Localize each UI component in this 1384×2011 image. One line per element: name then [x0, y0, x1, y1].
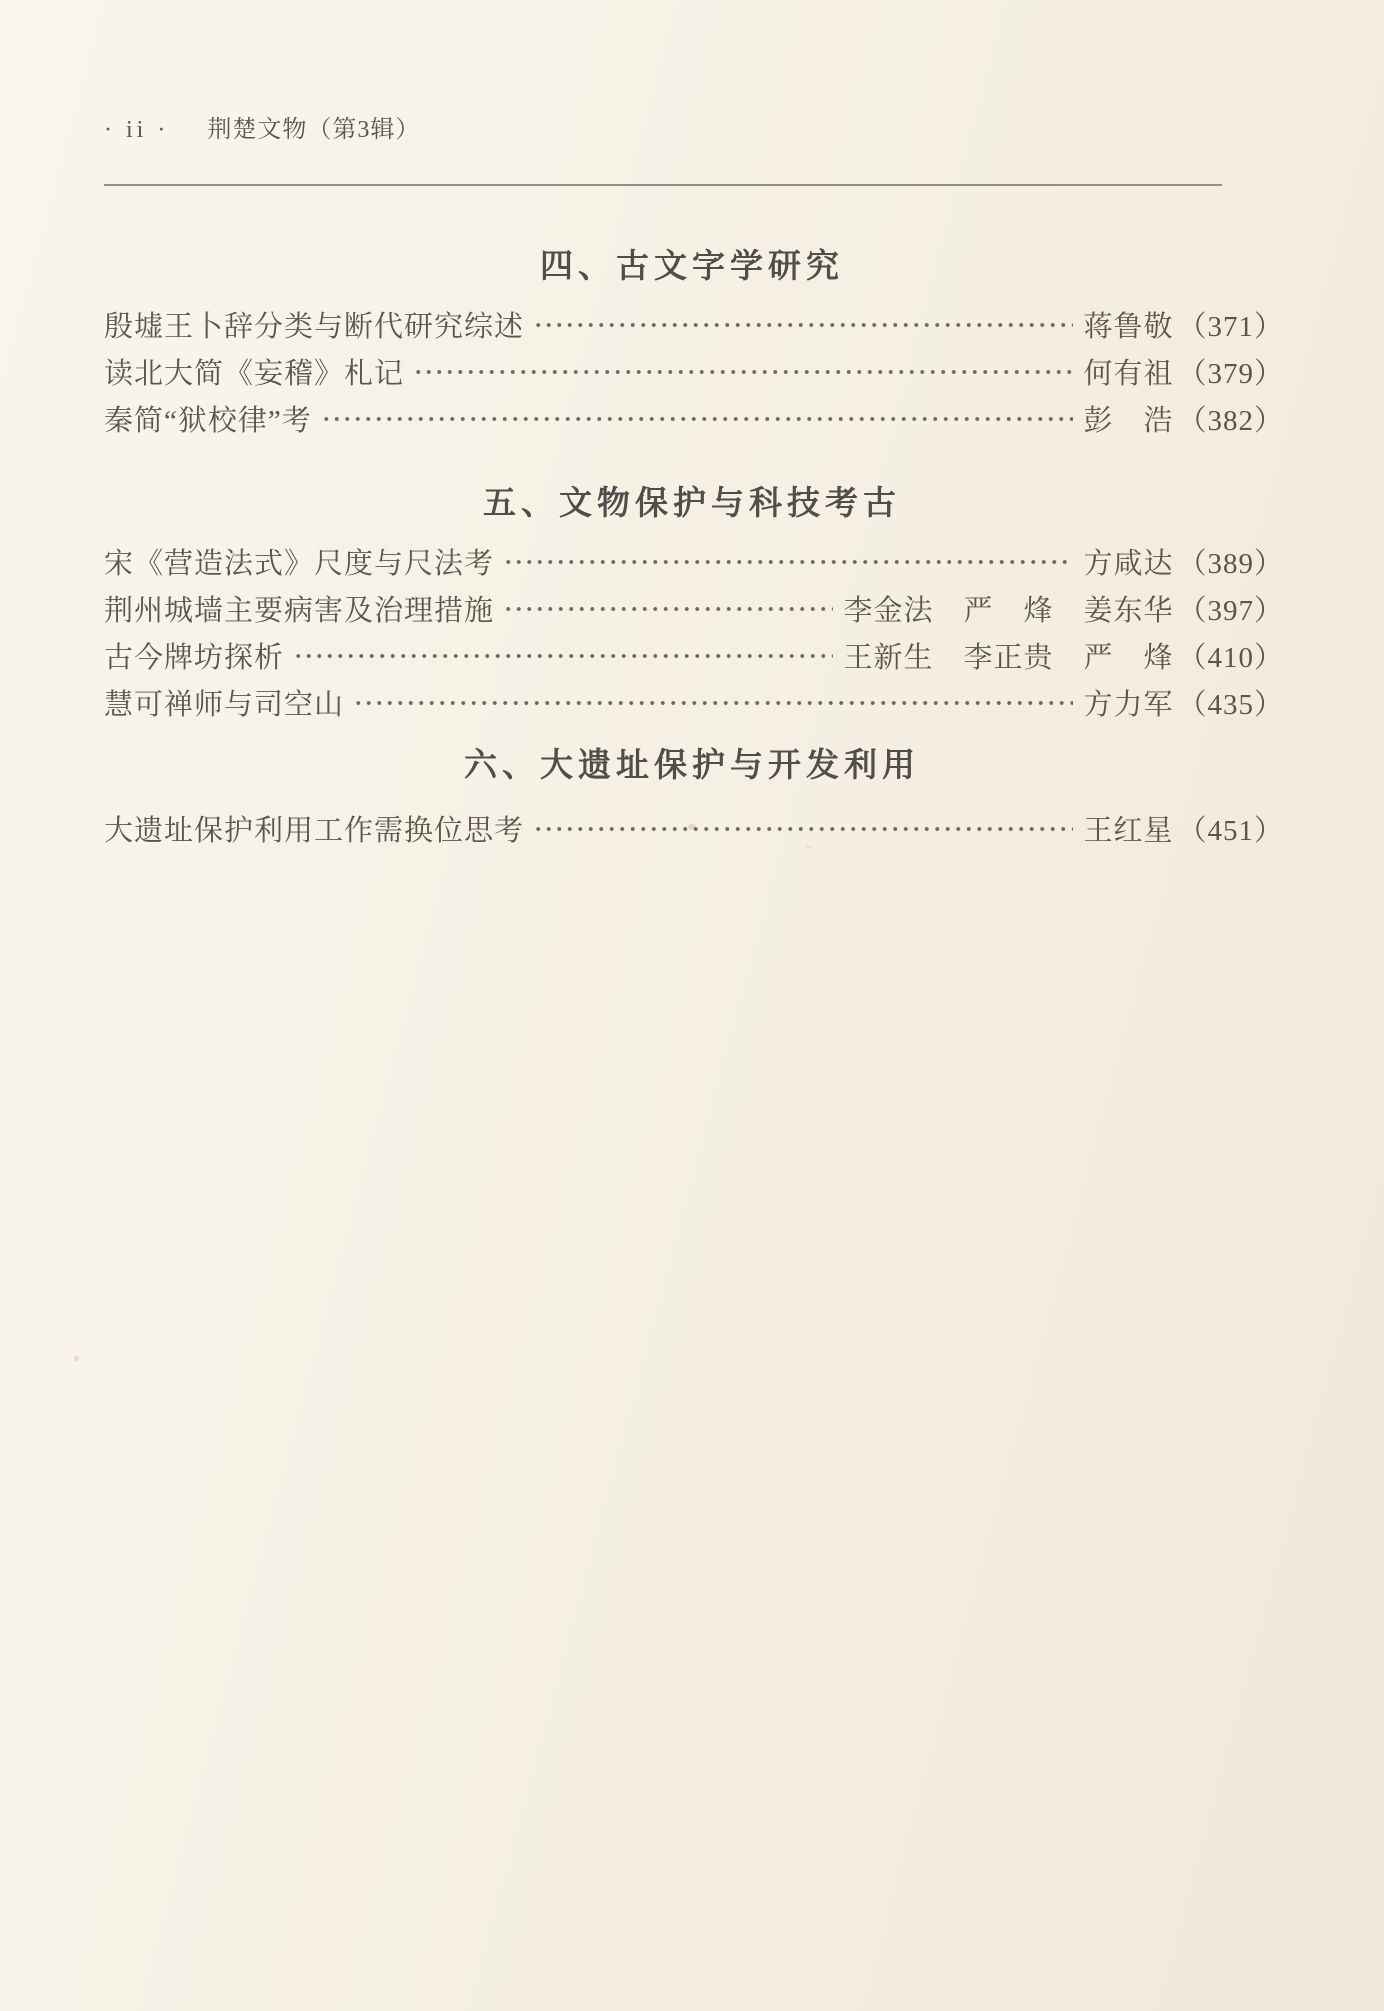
section-title-conservation-archaeometry: 五、文物保护与科技考古 [483, 484, 901, 521]
entry-page-number: （410） [1177, 642, 1284, 674]
entry-authors: 王红星 [1083, 815, 1174, 847]
dot-leader [530, 824, 1073, 834]
page-number: · ii · [104, 117, 170, 143]
dot-leader [500, 604, 833, 614]
scan-speck [806, 845, 812, 849]
book-title: 荆楚文物（第3辑） [207, 117, 421, 143]
entry-authors: 彭 浩 [1083, 405, 1174, 437]
section-title-ancient-scripts: 四、古文字学研究 [540, 247, 844, 284]
entry-authors: 何有祖 [1083, 358, 1174, 390]
scan-speck [74, 1356, 79, 1361]
entry-authors: 方咸达 [1083, 548, 1174, 580]
entry-title: 读北大简《妄稽》札记 [104, 358, 405, 390]
entry-page-number: （397） [1177, 595, 1284, 627]
toc-entry-row [104, 351, 1284, 392]
entry-page-number: （451） [1177, 815, 1284, 847]
dot-leader [530, 320, 1073, 330]
toc-entry-row [104, 635, 1284, 676]
entry-title: 大遗址保护利用工作需换位思考 [104, 815, 525, 847]
entry-title: 荆州城墙主要病害及治理措施 [104, 595, 495, 627]
entry-authors: 李金法 严 烽 姜东华 [843, 595, 1174, 627]
toc-entry-row [104, 541, 1284, 582]
dot-leader [318, 414, 1074, 424]
entry-title: 殷墟王卜辞分类与断代研究综述 [104, 311, 525, 343]
toc-entry-row [104, 398, 1284, 439]
entry-authors: 蒋鲁敬 [1083, 311, 1174, 343]
entry-title: 慧可禅师与司空山 [104, 689, 345, 721]
dot-leader [410, 367, 1073, 377]
entry-page-number: （382） [1177, 405, 1284, 437]
header-rule [104, 184, 1222, 186]
toc-entry-row [104, 304, 1284, 345]
section-title-heritage-site-utilization: 六、大遗址保护与开发利用 [464, 746, 920, 783]
dot-leader [350, 698, 1073, 708]
toc-entry-row [104, 682, 1284, 723]
toc-entry-row [104, 588, 1284, 629]
dot-leader [500, 557, 1073, 567]
entry-title: 宋《营造法式》尺度与尺法考 [104, 548, 495, 580]
entry-title: 秦简“狱校律”考 [104, 405, 312, 437]
entry-page-number: （389） [1177, 548, 1284, 580]
running-header [104, 109, 420, 144]
entry-page-number: （435） [1177, 689, 1284, 721]
entry-title: 古今牌坊探析 [104, 642, 285, 674]
entry-page-number: （371） [1177, 311, 1284, 343]
entry-authors: 方力军 [1083, 689, 1174, 721]
scan-speck [688, 824, 696, 830]
dot-leader [290, 651, 833, 661]
entry-authors: 王新生 李正贵 严 烽 [843, 642, 1174, 674]
entry-page-number: （379） [1177, 358, 1284, 390]
